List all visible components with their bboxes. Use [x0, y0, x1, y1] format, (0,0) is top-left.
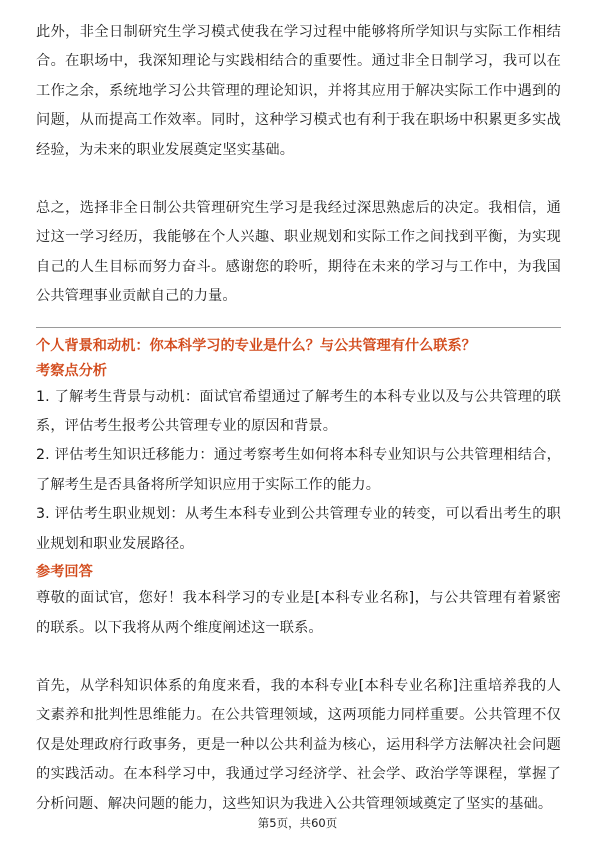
section-divider [36, 327, 561, 328]
paragraph-part-time-study: 此外，非全日制研究生学习模式使我在学习过程中能够将所学知识与实际工作相结合。在职场中，我深知理论与实践相结合的重要性。通过非全日制学习，我可以在工作之余，系统地学习公共管理的理论知识，并将其应用于解决实际工作中遇到的问题，从而提高工作效率。同时，这种学习模式也有利于我在职场中积累更多实战经验，为未来的职业发展奠定坚实基础。 [36, 24, 561, 158]
document-page [36, 18, 561, 819]
interview-question: 个人背景和动机：你本科学习的专业是什么？与公共管理有什么联系？ [36, 337, 476, 354]
analysis-item: 1. 了解考生背景与动机：面试官希望通过了解考生的本科专业以及与公共管理的联系，评估考生报考公共管理专业的原因和背景。 [36, 388, 561, 435]
page-number: 第5页，共60页 [257, 816, 338, 830]
analysis-item: 2. 评估考生知识迁移能力：通过考察考生如何将本科专业知识与公共管理相结合，了解考生是否具备将所学知识应用于实际工作的能力。 [36, 447, 561, 493]
reference-answer-heading: 参考回答 [36, 564, 93, 581]
analysis-heading: 考察点分析 [36, 362, 107, 379]
analysis-item: 3. 评估考生职业规划：从考生本科专业到公共管理专业的转变，可以看出考生的职业规划和职业发展路径。 [36, 506, 561, 552]
reference-answer-intro: 尊敬的面试官，您好！我本科学习的专业是[本科专业名称]，与公共管理有着紧密的联系。以下我将从两个维度阐述这一联系。 [36, 590, 561, 636]
analysis-list [36, 383, 561, 559]
paragraph-conclusion: 总之，选择非全日制公共管理研究生学习是我经过深思熟虑后的决定。我相信，通过这一学习经历，我能够在个人兴趣、职业规划和实际工作之间找到平衡，为实现自己的人生目标而努力奋斗。感谢您的聆听，期待在未来的学习与工作中，为我国公共管理事业贡献自己的力量。 [36, 200, 561, 305]
reference-answer-body: 首先，从学科知识体系的角度来看，我的本科专业[本科专业名称]注重培养我的人文素养和批判性思维能力。在公共管理领域，这两项能力同样重要。公共管理不仅仅是处理政府行政事务，更是一种以公共利益为核心，运用科学方法解决社会问题的实践活动。在本科学习中，我通过学习经济学、社会学、政治学等课程，掌握了分析问题、解决问题的能力，这些知识为我进入公共管理领域奠定了坚实的基础。 [36, 677, 561, 812]
